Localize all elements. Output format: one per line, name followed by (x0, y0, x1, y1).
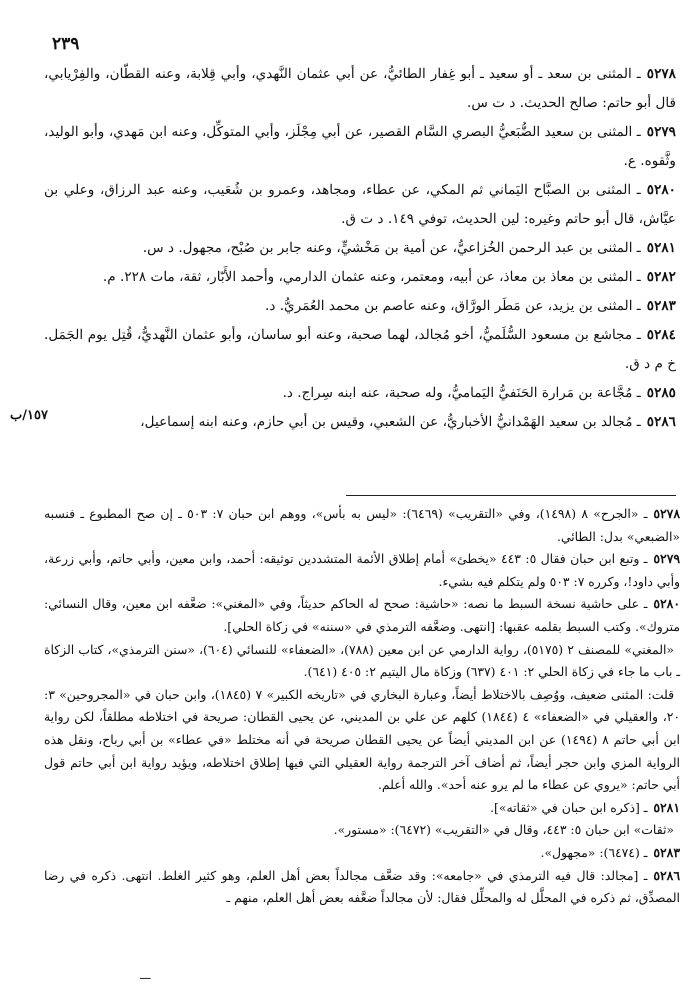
entry-text: ـ مُجالد بن سعيد الهَمْدانيُّ الأخباريُّ، عن الشعبي، وقيس بن أبي حازم، وعنه ابنه إسماعيل، (140, 414, 641, 430)
entry-number: ٥٢٨١ (646, 240, 676, 256)
note-number: ٥٢٨١ (653, 799, 680, 815)
entry-text: ـ المثنى بن عبد الرحمن الخُزاعيُّ، عن أمية بن مَخْشيٍّ، وعنه جابر بن صُبْح، مجهول. د س. (142, 240, 641, 256)
entry-number: ٥٢٨٥ (646, 385, 676, 401)
entry-text: ـ المثنى بن الصبَّاح اليَماني ثم المكي، عن عطاء، ومجاهد، وعمرو بن شُعَيب، وعنه عبد الرزاق، وعلي بن عيَّاش، قال أبو حاتم وغيره: لين الحديث، توفي ١٤٩. د ت ق. (44, 182, 676, 227)
entry-number: ٥٢٨٠ (646, 182, 676, 198)
note-number: ٥٢٨٣ (653, 844, 680, 860)
entry-text: ـ المثنى بن معاذ بن معاذ، عن أبيه، ومعتمر، وعنه عثمان الدارمي، وأحمد الأَبّار، ثقة، مات ٢٢٨. م. (102, 269, 641, 285)
entry-number: ٥٢٨٤ (646, 327, 676, 343)
note-5280-sources (44, 639, 680, 684)
entry-5279 (44, 118, 676, 176)
entry-5283 (44, 292, 676, 321)
note-text: قلت: المثنى ضعيف، ووُصِف بالاختلاط أيضاً، وعبارة البخاري في «تاريخه الكبير» ٧ (١٨٤٥)، وابن حبان في «المجروحين» ٣: ٢٠، والعقيلي في «الضعفاء» ٤ (١٨٤٤) كلهم عن علي بن المديني، عن يحيى القطان: صريحة في اختلاطه مطلقاً، لكن رواية ابن أبي حاتم ٨ (١٤٩٤) عن ابن المديني أيضاً عن يحيى القطان صريحة في أنه مختلط «في عطاء» بن أبي رباح، ونقل هذه الرواية المزي وابن حجر أيضاً، ثم أضاف آخر الترجمة رواية العقيلي التي فيها إطلاق اختلاطه، ويؤيد رواية ابن أبي حاتم قول أبي حاتم: «يروي عن عطاء ما لم يرو عنه أحد». والله أعلم. (44, 686, 680, 793)
note-5280 (44, 593, 680, 638)
entry-5286 (44, 408, 676, 437)
entry-5284 (44, 321, 676, 379)
note-5280-comment (44, 684, 680, 797)
footnotes (44, 503, 680, 910)
footnote-divider (346, 495, 676, 496)
note-text: ـ [مجالد: قال فيه الترمذي في «جامعه»: وقد ضعَّف مجالداً بعض أهل العلم، وهو كثير الغلط. انتهى. ذكره في رضا المصدِّق، ثم ذكره في المحلَّل له والمحلِّل فقال: لأن مجالداً ضعَّفه بعض أهل العلم، منهم ـ (44, 867, 680, 906)
note-5286 (44, 865, 680, 910)
note-5283 (44, 842, 680, 865)
entry-number: ٥٢٧٨ (646, 66, 676, 82)
note-5281-sources (44, 819, 680, 842)
entry-5278 (44, 60, 676, 118)
note-5281 (44, 797, 680, 820)
entry-number: ٥٢٨٢ (646, 269, 676, 285)
note-5278 (44, 503, 680, 548)
entry-number: ٥٢٧٩ (646, 124, 676, 140)
note-5279 (44, 548, 680, 593)
note-text: ـ [ذكره ابن حبان في «ثقاته»]. (490, 799, 648, 815)
entry-number: ٥٢٨٦ (646, 414, 676, 430)
stray-mark: ـــ (140, 968, 151, 982)
entry-5281 (44, 234, 676, 263)
note-number: ٥٢٧٨ (653, 506, 680, 521)
note-text: ـ وتبع ابن حبان فقال ٥: ٤٤٣ «يخطئ» أمام إطلاق الأئمة المتشددين توثيقه: أحمد، وابن معين، وأبي حاتم، وأبي زرعة، وأبي داود!، وكرره ٧: ٥٠٣ ولم يتكلم فيه بشيء. (44, 551, 680, 589)
note-text: ـ (٦٤٧٤): «مجهول». (540, 844, 648, 860)
entry-text: ـ مُجَّاعة بن مَرارة الحَنَفيُّ اليَماميُّ، وله صحبة، عنه ابنه سِراج. د. (282, 385, 641, 401)
entry-5282 (44, 263, 676, 292)
folio-marker: ١٥٧/ب (10, 408, 48, 423)
entry-5280 (44, 176, 676, 234)
entry-number: ٥٢٨٣ (646, 298, 676, 314)
entry-text: ـ المثنى بن يزيد، عن مَطَر الورَّاق، وعنه عاصم بن محمد العُمَريُّ. د. (265, 298, 641, 314)
entry-text: ـ مجاشع بن مسعود السُّلَميُّ، أخو مُجالد، لهما صحبة، وعنه أبو ساسان، وأبو عثمان النَّهديُّ، قُتِل يوم الجَمَل. خ م د ق. (44, 327, 676, 372)
entry-5285 (44, 379, 676, 408)
note-text: ـ «الجرح» ٨ (١٤٩٨)، وفي «التقريب» (٦٤٦٩): «ليس به بأس»، ووهم ابن حبان ٧: ٥٠٣ ـ إن صح المطبوع ـ فنسبه «الضبعي» بدل: الطائي. (44, 506, 680, 544)
page-number: ٢٣٩ (52, 34, 80, 54)
entry-text: ـ المثنى بن سعيد الضُّبَعيُّ البصري السَّام القصير، عن أبي مِجْلَز، وأبي المتوكِّل، وعنه ابن مَهدي، وأبو الوليد، وثَّقوه. ع. (44, 124, 676, 169)
note-number: ٥٢٨٦ (653, 867, 680, 883)
note-text: ـ على حاشية نسخة السبط ما نصه: «حاشية: صحح له الحاكم حديثاً، وفي «المغني»: ضعَّفه ابن معين، وقال النسائي: متروك». وكتب السبط بقلمه عقبها: [انتهى. وضعَّفه الترمذي في «سننه» في زكاة الحلي]. (44, 596, 680, 634)
note-number: ٥٢٧٩ (653, 551, 681, 567)
note-text: «ثقات» ابن حبان ٥: ٤٤٣، وقال في «التقريب» (٦٤٧٢): «مستور». (333, 822, 674, 838)
note-number: ٥٢٨٠ (653, 596, 680, 612)
biographical-entries (44, 60, 676, 437)
entry-text: ـ المثنى بن سعد ـ أو سعيد ـ أبو غِفار الطائيُّ، عن أبي عثمان النَّهدي، وأبي قِلابة، وعنه القطّان، والفِرْيابي، قال أبو حاتم: صالح الحديث. د ت س. (44, 66, 676, 111)
note-text: «المغني» للمصنف ٢ (٥١٧٥)، رواية الدارمي عن ابن معين (٧٨٨)، «الضعفاء» للنسائي (٦٠٤)، «سنن الترمذي»، كتاب الزكاة ـ باب ما جاء في زكاة الحلي ٢: ٤٠١ (٦٣٧) وزكاة مال اليتيم ٢: ٤٠٥ (٦٤١). (44, 641, 680, 680)
